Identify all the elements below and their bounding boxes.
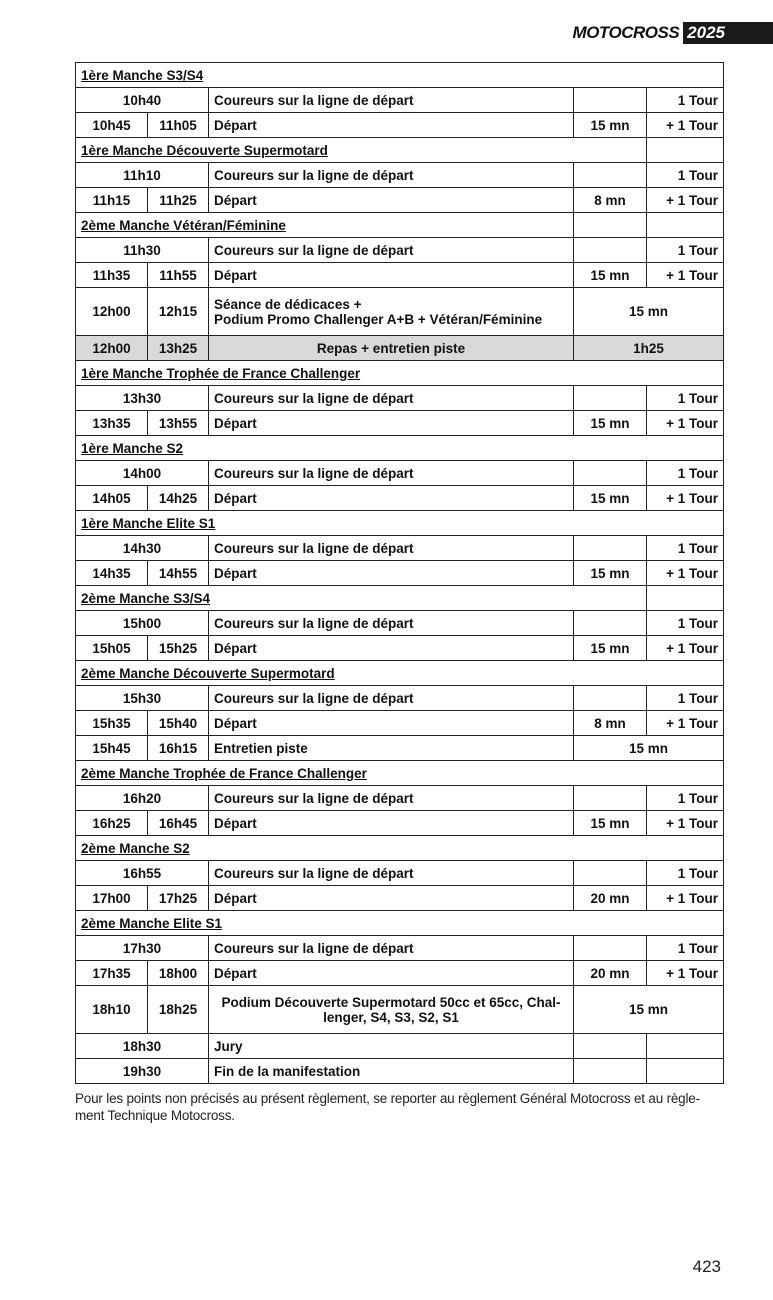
- end-time-cell: 16h45: [148, 811, 209, 836]
- description-cell: Départ: [209, 961, 574, 986]
- time-cell: 19h30: [76, 1059, 209, 1084]
- schedule-row: [76, 113, 724, 138]
- laps-cell: 1 Tour: [647, 536, 724, 561]
- description-cell: Départ: [209, 886, 574, 911]
- duration-cell: [574, 88, 647, 113]
- laps-cell: [647, 1059, 724, 1084]
- schedule-row: [76, 686, 724, 711]
- schedule-body: [76, 63, 724, 1084]
- schedule-table: [75, 62, 724, 1084]
- section-row: [76, 361, 724, 386]
- duration-cell: 8 mn: [574, 711, 647, 736]
- schedule-row: [76, 636, 724, 661]
- laps-cell: 1 Tour: [647, 611, 724, 636]
- schedule-row: [76, 561, 724, 586]
- section-row: [76, 213, 724, 238]
- duration-cell: 8 mn: [574, 188, 647, 213]
- schedule-row: [76, 886, 724, 911]
- start-time-cell: 12h00: [76, 336, 148, 361]
- section-row: [76, 661, 724, 686]
- start-time-cell: 17h00: [76, 886, 148, 911]
- start-time-cell: 11h35: [76, 263, 148, 288]
- laps-cell: 1 Tour: [647, 861, 724, 886]
- description-cell: Coureurs sur la ligne de départ: [209, 238, 574, 263]
- duration-cell: [574, 238, 647, 263]
- description-cell: Départ: [209, 636, 574, 661]
- laps-cell: + 1 Tour: [647, 113, 724, 138]
- start-time-cell: 15h05: [76, 636, 148, 661]
- description-cell: Coureurs sur la ligne de départ: [209, 461, 574, 486]
- duration-cell: 15 mn: [574, 486, 647, 511]
- schedule-row: [76, 786, 724, 811]
- description-cell: Départ: [209, 561, 574, 586]
- schedule-row: [76, 238, 724, 263]
- schedule-row: [76, 188, 724, 213]
- laps-cell: 1 Tour: [647, 786, 724, 811]
- description-cell: Départ: [209, 113, 574, 138]
- end-time-cell: 15h40: [148, 711, 209, 736]
- laps-cell: + 1 Tour: [647, 561, 724, 586]
- brand-name: MOTOCROSS: [572, 23, 680, 42]
- time-cell: 14h00: [76, 461, 209, 486]
- duration-cell: [574, 386, 647, 411]
- laps-cell: + 1 Tour: [647, 886, 724, 911]
- schedule-row: [76, 736, 724, 761]
- start-time-cell: 17h35: [76, 961, 148, 986]
- duration-cell: 15 mn: [574, 636, 647, 661]
- description-cell: Coureurs sur la ligne de départ: [209, 861, 574, 886]
- end-time-cell: 18h25: [148, 986, 209, 1034]
- end-time-cell: 11h05: [148, 113, 209, 138]
- section-row: [76, 511, 724, 536]
- time-cell: 14h30: [76, 536, 209, 561]
- end-time-cell: 13h25: [148, 336, 209, 361]
- description-cell: Départ: [209, 486, 574, 511]
- laps-cell: + 1 Tour: [647, 811, 724, 836]
- schedule-row: [76, 88, 724, 113]
- time-cell: 13h30: [76, 386, 209, 411]
- time-cell: 11h10: [76, 163, 209, 188]
- time-cell: 11h30: [76, 238, 209, 263]
- empty-cell: [574, 213, 647, 238]
- description-cell: Départ: [209, 263, 574, 288]
- schedule-row: [76, 263, 724, 288]
- laps-cell: 1 Tour: [647, 163, 724, 188]
- schedule-row: [76, 336, 724, 361]
- laps-cell: + 1 Tour: [647, 263, 724, 288]
- section-title: 2ème Manche Trophée de France Challenger: [76, 761, 724, 786]
- duration-cell: [574, 536, 647, 561]
- start-time-cell: 14h35: [76, 561, 148, 586]
- description-cell: Départ: [209, 811, 574, 836]
- start-time-cell: 16h25: [76, 811, 148, 836]
- duration-cell: 20 mn: [574, 886, 647, 911]
- schedule-row: [76, 811, 724, 836]
- footnote: Pour les points non précisés au présent règlement, se reporter au règlement Général Motocross et au règle- ment Technique Motocross.: [75, 1091, 700, 1123]
- start-time-cell: 10h45: [76, 113, 148, 138]
- schedule-row: [76, 961, 724, 986]
- laps-cell: + 1 Tour: [647, 961, 724, 986]
- time-cell: 15h30: [76, 686, 209, 711]
- description-cell: Séance de dédicaces + Podium Promo Challenger A+B + Vétéran/Féminine: [209, 288, 574, 336]
- schedule-row: [76, 386, 724, 411]
- duration-cell: [574, 163, 647, 188]
- time-cell: 15h00: [76, 611, 209, 636]
- schedule-row: [76, 1034, 724, 1059]
- empty-cell: [647, 213, 724, 238]
- description-cell: Fin de la manifestation: [209, 1059, 574, 1084]
- duration-cell: 20 mn: [574, 961, 647, 986]
- schedule-row: [76, 1059, 724, 1084]
- description-cell: Coureurs sur la ligne de départ: [209, 386, 574, 411]
- schedule-row: [76, 411, 724, 436]
- laps-cell: 1 Tour: [647, 461, 724, 486]
- end-time-cell: 12h15: [148, 288, 209, 336]
- duration-cell: 15 mn: [574, 811, 647, 836]
- schedule-row: [76, 986, 724, 1034]
- duration-cell: [574, 1034, 647, 1059]
- section-row: [76, 761, 724, 786]
- description-cell: Coureurs sur la ligne de départ: [209, 611, 574, 636]
- description-cell: Coureurs sur la ligne de départ: [209, 163, 574, 188]
- duration-cell: [574, 786, 647, 811]
- section-title: 2ème Manche Vétéran/Féminine: [76, 213, 574, 238]
- description-cell: Départ: [209, 188, 574, 213]
- end-time-cell: 14h25: [148, 486, 209, 511]
- brand-year: 2025: [683, 22, 773, 44]
- end-time-cell: 13h55: [148, 411, 209, 436]
- description-cell: Coureurs sur la ligne de départ: [209, 88, 574, 113]
- end-time-cell: 11h55: [148, 263, 209, 288]
- laps-cell: 1 Tour: [647, 936, 724, 961]
- start-time-cell: 13h35: [76, 411, 148, 436]
- section-row: [76, 63, 724, 88]
- duration-cell: 15 mn: [574, 561, 647, 586]
- description-cell: Entretien piste: [209, 736, 574, 761]
- duration-cell: [574, 686, 647, 711]
- laps-cell: + 1 Tour: [647, 188, 724, 213]
- duration-cell: [574, 861, 647, 886]
- duration-cell: [574, 611, 647, 636]
- time-cell: 18h30: [76, 1034, 209, 1059]
- description-cell: Podium Découverte Supermotard 50cc et 65cc, Chal- lenger, S4, S3, S2, S1: [209, 986, 574, 1034]
- start-time-cell: 14h05: [76, 486, 148, 511]
- schedule-row: [76, 936, 724, 961]
- section-title: 1ère Manche S2: [76, 436, 724, 461]
- time-cell: 16h20: [76, 786, 209, 811]
- schedule-row: [76, 288, 724, 336]
- schedule-row: [76, 486, 724, 511]
- start-time-cell: 15h35: [76, 711, 148, 736]
- section-row: [76, 836, 724, 861]
- laps-cell: + 1 Tour: [647, 411, 724, 436]
- empty-cell: [647, 138, 724, 163]
- description-cell: Départ: [209, 711, 574, 736]
- duration-cell: [574, 461, 647, 486]
- schedule-row: [76, 461, 724, 486]
- section-row: [76, 586, 724, 611]
- start-time-cell: 11h15: [76, 188, 148, 213]
- end-time-cell: 17h25: [148, 886, 209, 911]
- laps-cell: 1 Tour: [647, 386, 724, 411]
- description-cell: Coureurs sur la ligne de départ: [209, 786, 574, 811]
- duration-cell: 1h25: [574, 336, 724, 361]
- section-title: 1ère Manche Trophée de France Challenger: [76, 361, 724, 386]
- description-cell: Coureurs sur la ligne de départ: [209, 536, 574, 561]
- section-title: 2ème Manche S2: [76, 836, 724, 861]
- duration-cell: 15 mn: [574, 113, 647, 138]
- page-number: 423: [692, 1257, 721, 1276]
- duration-cell: [574, 1059, 647, 1084]
- duration-cell: [574, 936, 647, 961]
- end-time-cell: 16h15: [148, 736, 209, 761]
- section-row: [76, 138, 724, 163]
- laps-cell: 1 Tour: [647, 238, 724, 263]
- schedule-row: [76, 861, 724, 886]
- duration-cell: 15 mn: [574, 986, 724, 1034]
- section-row: [76, 436, 724, 461]
- description-cell: Départ: [209, 411, 574, 436]
- duration-cell: 15 mn: [574, 263, 647, 288]
- time-cell: 16h55: [76, 861, 209, 886]
- laps-cell: + 1 Tour: [647, 636, 724, 661]
- duration-cell: 15 mn: [574, 411, 647, 436]
- section-title: 1ère Manche Découverte Supermotard: [76, 138, 647, 163]
- section-title: 1ère Manche Elite S1: [76, 511, 724, 536]
- end-time-cell: 18h00: [148, 961, 209, 986]
- end-time-cell: 14h55: [148, 561, 209, 586]
- schedule-row: [76, 163, 724, 188]
- start-time-cell: 15h45: [76, 736, 148, 761]
- laps-cell: 1 Tour: [647, 88, 724, 113]
- laps-cell: + 1 Tour: [647, 711, 724, 736]
- end-time-cell: 15h25: [148, 636, 209, 661]
- description-cell: Coureurs sur la ligne de départ: [209, 686, 574, 711]
- description-cell: Coureurs sur la ligne de départ: [209, 936, 574, 961]
- end-time-cell: 11h25: [148, 188, 209, 213]
- section-title: 1ère Manche S3/S4: [76, 63, 724, 88]
- section-row: [76, 911, 724, 936]
- time-cell: 10h40: [76, 88, 209, 113]
- duration-cell: 15 mn: [574, 736, 724, 761]
- description-cell: Repas + entretien piste: [209, 336, 574, 361]
- schedule-row: [76, 611, 724, 636]
- section-title: 2ème Manche Découverte Supermotard: [76, 661, 724, 686]
- start-time-cell: 18h10: [76, 986, 148, 1034]
- section-title: 2ème Manche Elite S1: [76, 911, 724, 936]
- laps-cell: [647, 1034, 724, 1059]
- laps-cell: + 1 Tour: [647, 486, 724, 511]
- brand-header: [573, 22, 773, 44]
- empty-cell: [647, 586, 724, 611]
- laps-cell: 1 Tour: [647, 686, 724, 711]
- section-title: 2ème Manche S3/S4: [76, 586, 647, 611]
- description-cell: Jury: [209, 1034, 574, 1059]
- duration-cell: 15 mn: [574, 288, 724, 336]
- schedule-row: [76, 536, 724, 561]
- time-cell: 17h30: [76, 936, 209, 961]
- schedule-row: [76, 711, 724, 736]
- start-time-cell: 12h00: [76, 288, 148, 336]
